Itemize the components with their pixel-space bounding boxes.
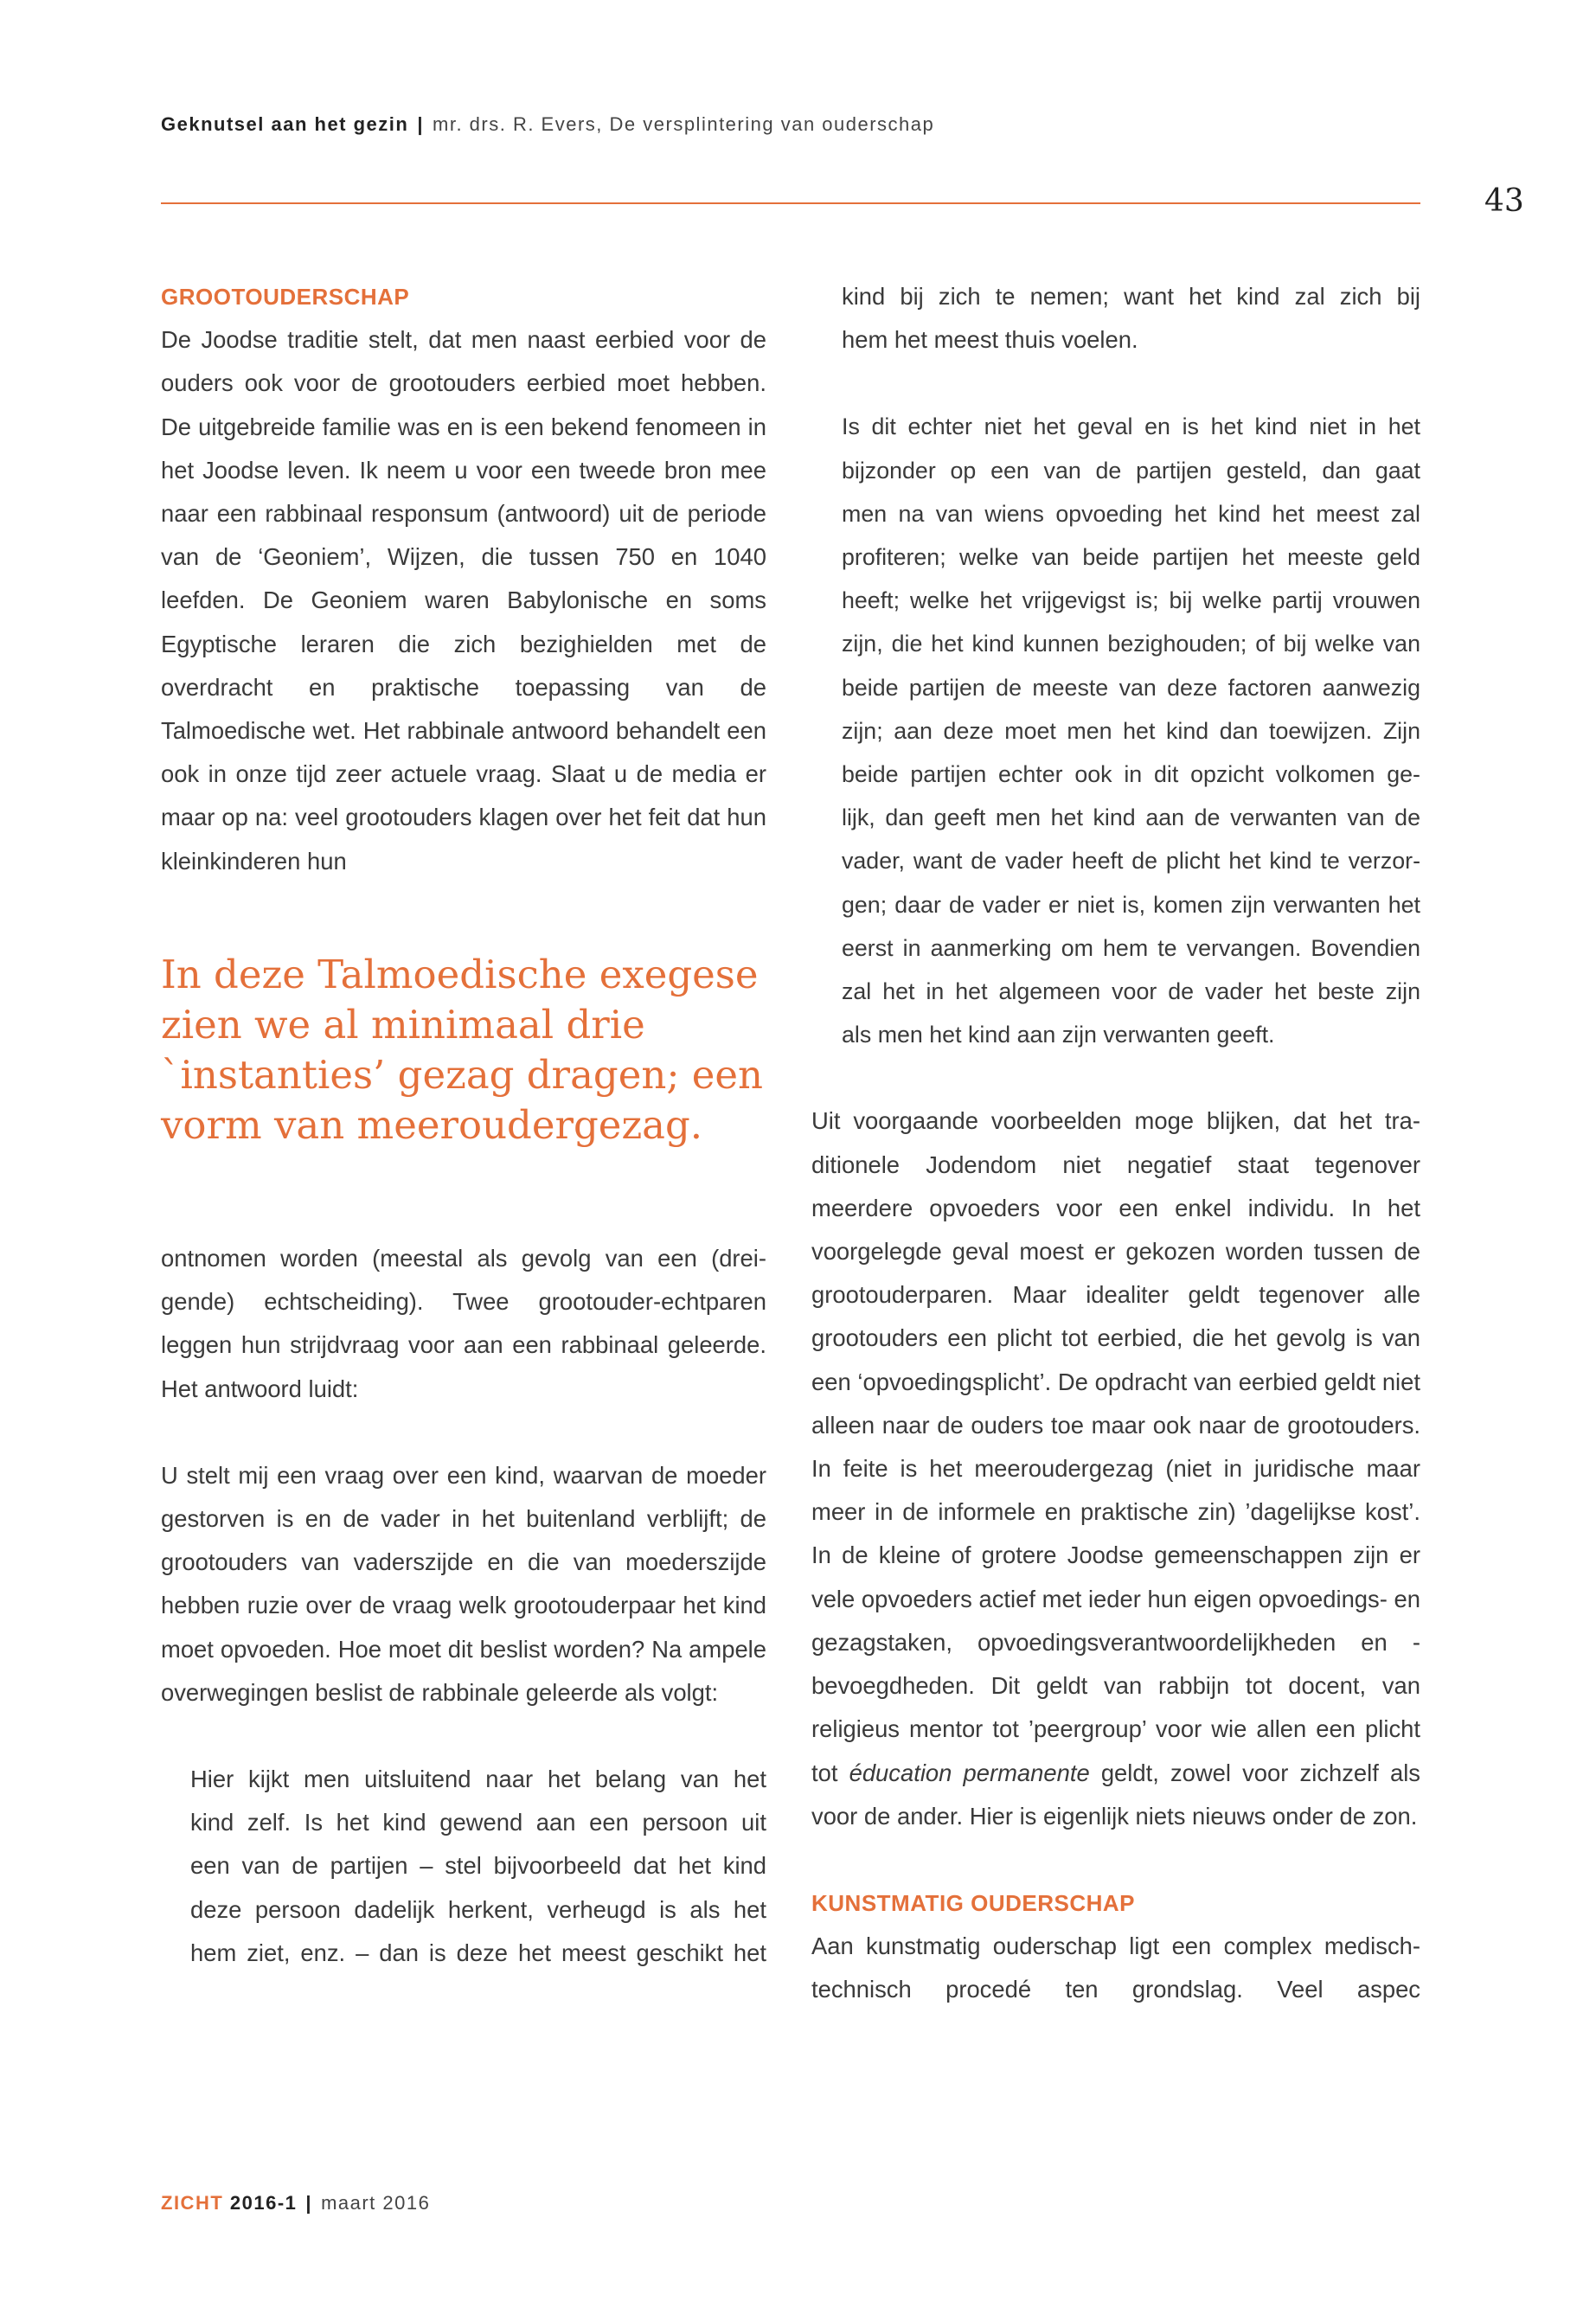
rabbinic-quote-continued <box>811 275 1420 362</box>
quote-line: heeft; welke het vrijgevigst is; bij welke partij vrouwen <box>842 587 1420 614</box>
quote-line: lijk, dan geeft men het kind aan de verwanten van de <box>842 804 1420 831</box>
quote-line: beide partijen echter ook in dit opzicht volkomen ge- <box>842 761 1420 788</box>
quote-line: beide partijen de meeste van deze factoren aanwezig <box>842 674 1420 701</box>
quote-line: als men het kind aan zijn verwanten geeft. <box>842 1022 1275 1048</box>
section-heading-kunstmatig-ouderschap: KUNSTMATIG OUDERSCHAP <box>811 1889 1136 1916</box>
quote-line: Is dit echter niet het geval en is het kind niet in het <box>842 413 1420 440</box>
right-column <box>811 275 1420 2012</box>
quote-line: vader, want de vader heeft de plicht het kind te verzor- <box>842 848 1420 875</box>
quote-line: men na van wiens opvoeding het kind het meest zal <box>842 500 1420 527</box>
running-head <box>161 113 934 136</box>
paragraph-5: Aan kunstmatig ouderschap ligt een complex medisch-technisch procedé ten grondslag. Veel aspec <box>811 1932 1420 2003</box>
quote-line: profiteren; welke van beide partijen het meeste geld <box>842 544 1420 571</box>
quote-line: bijzonder op een van de partijen gesteld, dan gaat <box>842 457 1420 484</box>
paragraph-1: De Joodse traditie stelt, dat men naast eerbied voor de ouders ook voor de grootouders eerbied moet hebben. De uitgebreide familie was en is een bekend fenomeen in het Joodse leven. Ik neem u voor een tweede bron mee naar een rabbinaal responsum (antwoord) uit de periode van de ‘Geoniem’, Wijzen, die tussen 750 en 1040 leefden. De Geoniem waren Babylonische en soms Egyptische leraren die zich bezighielden met de overdracht en praktische toepassing van de Talmoedische wet. Het rabbinale antwoord behandelt een ook in onze tijd zeer actuele vraag. Slaat u de media er maar op na: veel grootouders klagen over het feit dat hun kleinkinderen hun <box>161 326 766 875</box>
quote-line: kind zelf. Is het kind gewend aan een persoon uit <box>190 1809 766 1836</box>
paragraph-4-end: geldt, zowel voor zichzelf als voor de ander. Hier is eigenlijk niets nieuws onder de zon. <box>811 1759 1420 1830</box>
paragraph-4-text: Uit voorgaande voorbeelden moge blijken, dat het traditionele Jodendom niet negatief staat tegenover meerdere opvoeders voor een enkel individu. In het voorgelegde geval moest er gekozen worden tussen de grootouderparen. Maar idealiter geldt tegenover alle grootouders een plicht tot eerbied, die het gevolg is van een ‘opvoedingsplicht’. De opdracht van eerbied geldt niet alleen naar de ouders toe maar ook naar de grootouders. In feite is het meeroudergezag (niet in juridische maar meer in de informele en praktische zin) ’dagelijkse kost’. In de kleine of grotere Joodse gemeenschappen zijn er vele opvoeders actief met ieder hun eigen opvoedings- en gezagstaken, opvoedingsverantwoordelijkheden en -bevoegdheden. Dit geldt van rabbijn tot docent, van religieus mentor tot ’peergroup’ voor wie allen een plicht tot <box>811 1107 1420 1786</box>
quote-line: zijn; aan deze moet men het kind dan toewijzen. Zijn <box>842 717 1420 744</box>
footer-magazine: ZICHT <box>161 2192 224 2214</box>
running-head-title: Geknutsel aan het gezin <box>161 113 409 135</box>
quote-line: zal het in het algemeen voor de vader het beste zijn <box>842 978 1420 1005</box>
pull-quote: In deze Talmoedische exegese zien we al minimaal drie `instanties’ gezag dragen; een vorm van meeroudergezag. <box>161 952 764 1148</box>
quote-line: hem het meest thuis voelen. <box>842 326 1138 354</box>
quote-line: zijn, die het kind kunnen bezighouden; of bij welke van <box>842 631 1420 657</box>
section-heading-grootouderschap: GROOTOUDERSCHAP <box>161 284 410 310</box>
footer-date: maart 2016 <box>321 2192 431 2214</box>
rabbinic-quote-part-2 <box>811 405 1420 1056</box>
header-rule <box>161 202 1420 204</box>
quote-line: hem ziet, enz. – dan is deze het meest geschikt het <box>190 1939 766 1966</box>
quote-line: Hier kijkt men uitsluitend naar het belang van het <box>190 1766 766 1793</box>
page-number: 43 <box>1484 183 1524 219</box>
quote-line: kind bij zich te nemen; want het kind zal zich bij <box>842 283 1420 310</box>
footer <box>161 2192 430 2214</box>
quote-line: deze persoon dadelijk herkent, verheugd is als het <box>190 1895 766 1923</box>
paragraph-2: ontnomen worden (meestal als gevolg van een (dreigende) echtscheiding). Twee grootouder-echtparen leggen hun strijdvraag voor aan een rabbinaal geleerde. Het antwoord luidt: <box>161 1245 766 1402</box>
footer-issue: 2016-1 <box>229 2192 298 2214</box>
left-column <box>161 275 766 1966</box>
footer-separator: | <box>305 2192 313 2214</box>
paragraph-4 <box>811 1099 1420 1837</box>
running-head-separator: | <box>417 113 424 135</box>
paragraph-4-italic: éducation permanente <box>849 1759 1090 1786</box>
quote-line: een van de partijen – stel bijvoorbeeld dat het kind <box>190 1852 766 1880</box>
quote-line: gen; daar de vader er niet is, komen zijn verwanten het <box>842 891 1420 918</box>
left-column-lower <box>161 1237 766 1975</box>
quote-line: eerst in aanmerking om hem te vervangen. Bovendien <box>842 934 1420 961</box>
paragraph-3: U stelt mij een vraag over een kind, waarvan de moeder gestorven is en de vader in het buitenland verblijft; de grootouders van vaderszijde en die van moederszijde hebben ruzie over de vraag welk grootouderpaar het kind moet opvoeden. Hoe moet dit beslist worden? Na ampele overwegingen beslist de rabbinale geleerde als volgt: <box>161 1461 766 1706</box>
running-head-author: mr. drs. R. Evers, De versplintering van ouderschap <box>433 113 935 135</box>
rabbinic-quote <box>161 1758 766 1975</box>
